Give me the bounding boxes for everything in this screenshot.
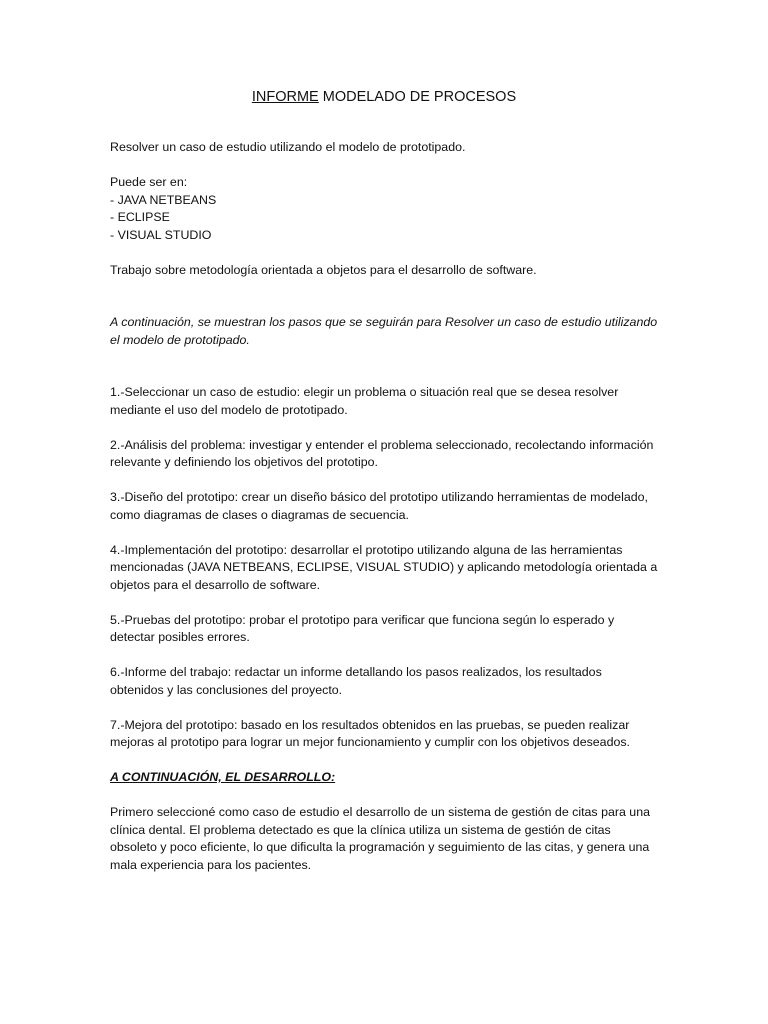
options-list — [110, 192, 658, 245]
work-description: Trabajo sobre metodología orientada a objetos para el desarrollo de software. — [110, 262, 537, 277]
title-rest: MODELADO DE PROCESOS — [318, 89, 517, 105]
step-item: 7.-Mejora del prototipo: basado en los resultados obtenidos en las pruebas, se pueden realizar mejoras al prototipo para lograr un mejor funcionamiento y cumplir con los objetivos deseados. — [110, 717, 630, 749]
steps-introduction: A continuación, se muestran los pasos que se seguirán para Resolver un caso de estudio utilizando el modelo de prototipado. — [110, 315, 658, 347]
step-item: 4.-Implementación del prototipo: desarrollar el prototipo utilizando alguna de las herramientas mencionadas (JAVA NETBEANS, ECLIPSE, VISUAL STUDIO) y aplicando metodología orientada a objetos para el desarrollo de software. — [110, 542, 658, 592]
step-item: 1.-Seleccionar un caso de estudio: elegir un problema o situación real que se desea resolver mediante el uso del modelo de prototipado. — [110, 385, 619, 417]
development-heading: A CONTINUACIÓN, EL DESARROLLO: — [110, 770, 336, 784]
intro-paragraph: Resolver un caso de estudio utilizando el modelo de prototipado. — [110, 140, 466, 154]
document-title — [110, 88, 658, 106]
title-underlined-word: INFORME — [251, 89, 319, 105]
step-item: 2.-Análisis del problema: investigar y entender el problema seleccionado, recolectando información relevante y definiendo los objetivos del prototipo. — [110, 437, 654, 469]
option-item: - ECLIPSE — [110, 210, 170, 224]
option-item: - JAVA NETBEANS — [110, 192, 217, 207]
option-item: - VISUAL STUDIO — [110, 227, 212, 242]
step-item: 6.-Informe del trabajo: redactar un informe detallando los pasos realizados, los resultados obtenidos y las conclusiones del proyecto. — [110, 665, 602, 697]
steps-list — [110, 384, 658, 752]
step-item: 5.-Pruebas del prototipo: probar el prototipo para verificar que funciona según lo esperado y detectar posibles errores. — [110, 612, 615, 644]
step-item: 3.-Diseño del prototipo: crear un diseño básico del prototipo utilizando herramientas de modelado, como diagramas de clases o diagramas de secuencia. — [110, 490, 648, 522]
development-paragraph: Primero seleccioné como caso de estudio el desarrollo de un sistema de gestión de citas para una clínica dental. El problema detectado es que la clínica utiliza un sistema de gestión de citas obsoleto y poco eficiente, lo que dificulta la programación y seguimiento de las citas, y genera una mala experiencia para los pacientes. — [110, 805, 650, 872]
document-body — [110, 88, 658, 874]
options-label: Puede ser en: — [110, 175, 188, 189]
